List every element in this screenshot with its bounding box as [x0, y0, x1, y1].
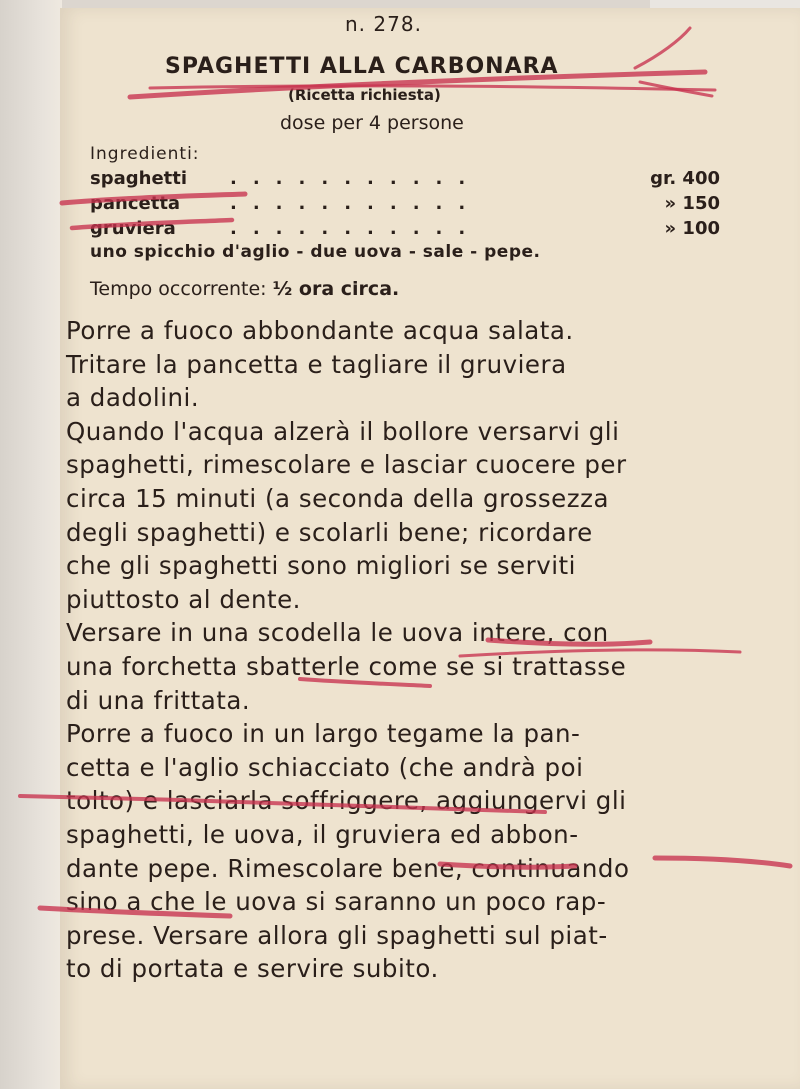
instruction-line: a dadolini.: [66, 383, 200, 413]
recipe-number: n. 278.: [345, 12, 422, 36]
text-underline-mark: [655, 858, 790, 866]
instruction-line: Tritare la pancetta e tagliare il gruviera: [66, 349, 567, 379]
instruction-line: spaghetti, le uova, il gruviera ed abbon-: [66, 819, 579, 849]
title-tick-mark: [635, 28, 690, 68]
instruction-line: che gli spaghetti sono migliori se serviti: [66, 551, 576, 581]
ingredient-name: gruviera: [90, 218, 176, 239]
text-underline-mark: [300, 679, 430, 686]
leader-dots: ...........: [230, 193, 482, 214]
ingredient-qty: » 100: [664, 218, 720, 239]
instruction-line: una forchetta sbatterle come se si trattasse: [66, 651, 627, 681]
instruction-line: sino a che le uova si saranno un poco rap-: [66, 887, 607, 917]
instruction-line: circa 15 minuti (a seconda della grossezza: [66, 483, 609, 513]
ingredient-underline-mark: [62, 194, 245, 203]
time-label: Tempo occorrente:: [90, 278, 267, 300]
ingredient-underline-mark: [72, 220, 232, 228]
instruction-line: Quando l'acqua alzerà il bollore versarvi gli: [66, 416, 620, 446]
ingredient-qty: gr. 400: [650, 168, 720, 189]
instruction-line: to di portata e servire subito.: [66, 954, 439, 984]
instruction-line: Versare in una scodella le uova intere, con: [66, 618, 609, 648]
instruction-line: piuttosto al dente.: [66, 584, 301, 614]
instruction-line: tolto) e lasciarla soffriggere, aggiungervi gli: [66, 786, 627, 816]
instruction-line: cetta e l'aglio schiacciato (che andrà poi: [66, 752, 584, 782]
instruction-line: Porre a fuoco abbondante acqua salata.: [66, 316, 574, 345]
instruction-line: dante pepe. Rimescolare bene, continuando: [66, 853, 630, 883]
ingredient-qty: » 150: [664, 193, 720, 214]
text-underline-mark: [488, 640, 650, 644]
leader-dots: ...........: [230, 218, 482, 239]
text-underline-mark: [20, 796, 545, 812]
ingredient-name: pancetta: [90, 193, 181, 214]
instruction-line: Porre a fuoco in un largo tegame la pan-: [66, 719, 581, 749]
servings-text: dose per 4 persone: [280, 112, 464, 134]
instruction-line: spaghetti, rimescolare e lasciar cuocere per: [66, 450, 627, 480]
recipe-subtitle: (Ricetta richiesta): [288, 86, 441, 104]
instruction-line: di una frittata.: [66, 685, 251, 715]
leader-dots: ...........: [230, 168, 482, 189]
time-value: ½ ora circa.: [272, 278, 400, 300]
ingredients-label: Ingredienti:: [90, 144, 200, 164]
text-underline-mark: [460, 650, 740, 656]
instruction-line: degli spaghetti) e scolarli bene; ricordare: [66, 517, 593, 547]
text-underline-mark: [440, 864, 575, 867]
ingredient-name: spaghetti: [90, 168, 188, 189]
text-underline-mark: [40, 908, 230, 916]
instruction-line: prese. Versare allora gli spaghetti sul piat-: [66, 920, 608, 950]
extra-ingredients: uno spicchio d'aglio - due uova - sale - pepe.: [90, 242, 541, 262]
recipe-title: SPAGHETTI ALLA CARBONARA: [165, 54, 559, 79]
